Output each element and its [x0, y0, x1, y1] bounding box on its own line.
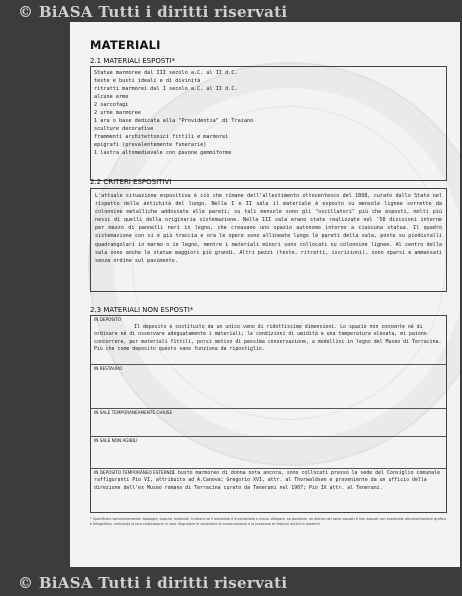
section-label-esposti: 2.1 MATERIALI ESPOSTI*: [90, 57, 176, 65]
footnote: * Specificare sommariamente: tipologie, epoche, materiali. Indicare se il materiale è inventariato o meno. Allegare, se possibile, un elenco dei pezzi esposti e non esposti con eventuale documentazione grafica e fotografica, indicando la loro collocazione in sala. Segnalare le condizioni di conservazione e la presenza di restauri antichi o moderni.: [90, 517, 446, 526]
row-temporanee: [91, 408, 446, 415]
box-materiali-non-esposti: [90, 315, 447, 513]
document-page: [70, 22, 460, 567]
row-non-agibili: [91, 436, 446, 443]
row-restauro: [91, 364, 446, 371]
text-deposito: Il deposito è costituito da un unico vano di ridottissime dimensioni. Lo spazio non consente né di ordinare né di osservare adeguatamente i materiali; le condizioni di umidità e una temperatura elevata, mi paiono concorrere, per materiali fittili, porsi motivo di pessima conservazione, a modellini in legno del Museo di Terracina. Più che come deposito questo vano funziona da ripostiglio.: [94, 324, 442, 353]
label-deposito: IN DEPOSITO: [94, 317, 122, 322]
label-restauro: IN RESTAURO: [94, 366, 123, 371]
box-criteri-espositivi: [90, 188, 447, 292]
label-non-agibili: IN SALE NON AGIBILI: [94, 438, 138, 443]
row-temporaneo-esterno: [91, 468, 446, 514]
criteri-text: L'attuale situazione espositiva è ciò che rimane dell'allestimento ottocentesco del 1898, curato dallo Stato nel rispetto delle antichità del luogo. Nella I e II sala il materiale è esposto su mensole lignee sorrette da colonnine metalliche addossate alle pareti; su tali mensole sono gli "oscillatori" più che esposti, molti più nessi di quelli della originaria sistemazione. Nella III sala erano state realizzate nel '58 divisioni interne per mezzo di pannelli neri in legno, che creavano uno spazio autonomo intorno a ciascuna statua. Il quadro sistemazione con vi è più traccia e ora le opere sono allineate lungo le pareti della sala, poste su piedistalli quadrangolari in marmo o in legno, mentre i materiali minori sono collocati su colonnine lignee. Al centro della sala sono anche le statue maggiori più grandi. Altri pezzi (teste, ritratti, iscrizioni), sono sparsi e ammassati senza ordine sul pavimento.: [95, 193, 442, 264]
text-temporaneo-esterno: 1 busto marmoreo di donna nota ancora, sono collocati presso la sede del Consiglio comunale raffiguranti Pio VI, attribuito ad A.Canova; Gregorio XVI, attr. al Thorwaldsen e proveniente da un ufficio della direzione dell'ex Museo romano di Terracina curato da Tenerani nel 1907; Pio IX attr. al Tenerani.: [94, 470, 440, 491]
esposti-list: Statue marmoree dal III secolo a.C. al II d.C. teste e busti ideali e di divinità ritratti marmorei dal I secolo a.C. al II d.C. alcune erme 2 sarcofagi 2 urne marmoree 1 ara o base dedicata alla "Providentia" di Traiano sculture decorative frammenti architettonici fittili e marmorei epigrafi (prevalentemente funerarie) 1 lastra altomedievale con pavone gemmiforme: [94, 70, 254, 156]
watermark-top: © BiASA Tutti i diritti riservati: [18, 3, 288, 21]
label-temporaneo-esterno: IN DEPOSITO TEMPORANEO ESTERNO: [94, 470, 173, 475]
watermark-bottom: © BiASA Tutti i diritti riservati: [18, 574, 288, 592]
box-materiali-esposti: [90, 66, 447, 181]
section-label-criteri: 2.2 CRITERI ESPOSITIVI: [90, 178, 172, 186]
page-title: MATERIALI: [90, 38, 161, 52]
label-temporanee: IN SALE TEMPORANEAMENTE CHIUSE: [94, 410, 173, 415]
section-label-non-esposti: 2.3 MATERIALI NON ESPOSTI*: [90, 306, 194, 314]
